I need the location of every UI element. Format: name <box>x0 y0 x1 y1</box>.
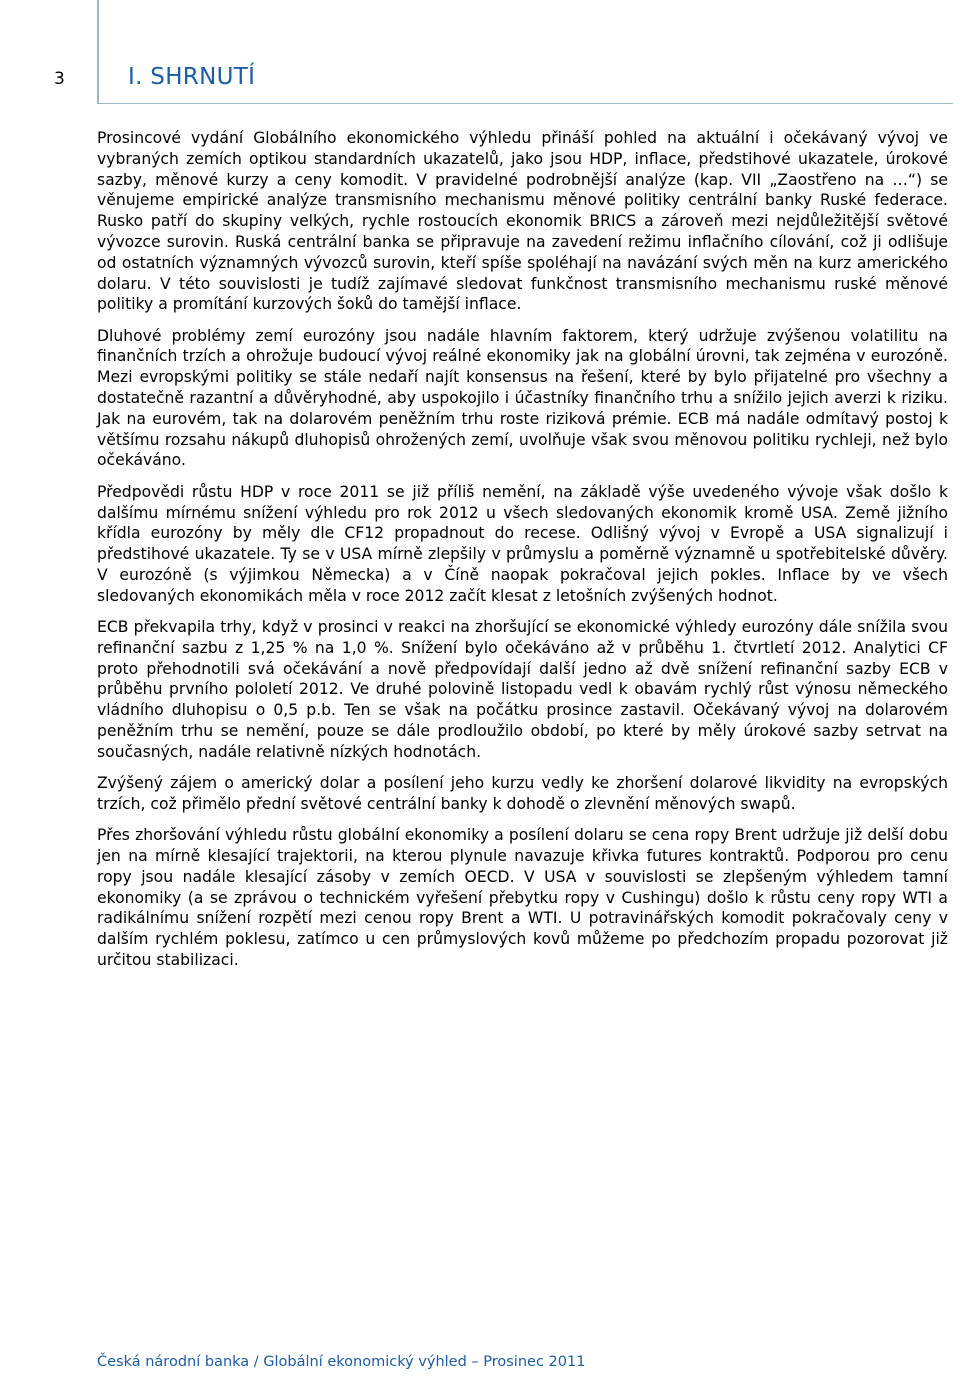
page-footer: Česká národní banka / Globální ekonomický výhled – Prosinec 2011 <box>97 1354 586 1370</box>
header-horizontal-rule <box>97 103 953 104</box>
paragraph-3: Předpovědi růstu HDP v roce 2011 se již příliš nemění, na základě výše uvedeného vývoje však došlo k dalšímu mírnému snížení výhledu pro rok 2012 u všech sledovaných ekonomik kromě USA. Země jižního křídla eurozóny by měly dle CF12 propadnout do recese. Odlišný vývoj v Evropě a USA signalizují i předstihové ukazatele. Ty se v USA mírně zlepšily v průmyslu a poměrně významně u spotřebitelské důvěry. V eurozóně (s výjimkou Německa) a v Číně naopak pokračoval jejich pokles. Inflace by ve všech sledovaných ekonomikách měla v roce 2012 začít klesat z letošních zvýšených hodnot. <box>97 482 948 605</box>
page-number: 3 <box>54 69 65 89</box>
paragraph-5: Zvýšený zájem o americký dolar a posílení jeho kurzu vedly ke zhoršení dolarové likvidity na evropských trzích, což přimělo přední světové centrální banky k dohodě o zlevnění měnových swapů. <box>97 774 948 813</box>
summary-body <box>97 128 948 981</box>
paragraph-2: Dluhové problémy zemí eurozóny jsou nadále hlavním faktorem, který udržuje zvýšenou volatilitu na finančních trzích a ohrožuje budoucí vývoj reálné ekonomiky jak na globální úrovni, tak zejména v eurozóně. Mezi evropskými politiky se stále nedaří najít konsensus na řešení, které by bylo přijatelné pro všechny a dostatečně razantní a důvěryhodné, aby uspokojilo i účastníky finančního trhu a snížilo jejich averzi k riziku. Jak na eurovém, tak na dolarovém peněžním trhu roste riziková prémie. ECB má nadále odmítavý postoj k většímu rozsahu nákupů dluhopisů ohrožených zemí, uvolňuje však svou měnovou politiku rychleji, než bylo očekáváno. <box>97 326 948 470</box>
paragraph-4: ECB překvapila trhy, když v prosinci v reakci na zhoršující se ekonomické výhledy eurozóny dále snížila svou refinanční sazbu z 1,25 % na 1,0 %. Snížení bylo očekáváno až v průběhu 1. čtvrtletí 2012. Analytici CF proto přehodnotili svá očekávání a nově předpovídají další jedno až dvě snížení refinanční sazby ECB v průběhu prvního pololetí 2012. Ve druhé polovině listopadu vedl k obavám rychlý růst výnosu německého vládního dluhopisu o 0,5 p.b. Ten se však na počátku prosince zastavil. Očekávaný vývoj na dolarovém peněžním trhu se nemění, pouze se dále prodloužilo období, po které by měly úrokové sazby setrvat na současných, nadále relativně nízkých hodnotách. <box>97 618 948 761</box>
section-title: I. SHRNUTÍ <box>128 64 256 90</box>
header-vertical-rule <box>97 0 99 103</box>
paragraph-1: Prosincové vydání Globálního ekonomického výhledu přináší pohled na aktuální i očekávaný vývoj ve vybraných zemích optikou standardních ukazatelů, jako jsou HDP, inflace, předstihové ukazatele, úrokové sazby, měnové kurzy a ceny komodit. V pravidelné podrobnější analýze (kap. VII „Zaostřeno na …“) se věnujeme empirické analýze transmisního mechanismu měnové politiky centrální banky Ruské federace. Rusko patří do skupiny velkých, rychle rostoucích ekonomik BRICS a zároveň mezi nejdůležitější světové vývozce surovin. Ruská centrální banka se připravuje na zavedení režimu inflačního cílování, což ji odlišuje od ostatních významných vývozců surovin, kteří spíše spoléhají na navázání svých měn na kurz amerického dolaru. V této souvislosti je tudíž zajímavé sledovat funkčnost transmisního mechanismu ruské měnové politiky a promítání kurzových šoků do tamější inflace. <box>97 129 948 314</box>
paragraph-6: Přes zhoršování výhledu růstu globální ekonomiky a posílení dolaru se cena ropy Brent udržuje již delší dobu jen na mírně klesající trajektorii, na kterou plynule navazuje křivka futures kontraktů. Podporou pro cenu ropy jsou nadále klesající zásoby v zemích OECD. V USA v souvislosti se zlepšeným výhledem tamní ekonomiky (a se zprávou o technickém vyřešení přebytku ropy v Cushingu) došlo k růstu ceny ropy WTI a radikálnímu snížení rozpětí mezi cenou ropy Brent a WTI. U potravinářských komodit pokračovaly ceny v dalším rychlém poklesu, zatímco u cen průmyslových kovů můžeme po předchozím propadu pozorovat již určitou stabilizaci. <box>97 826 948 969</box>
